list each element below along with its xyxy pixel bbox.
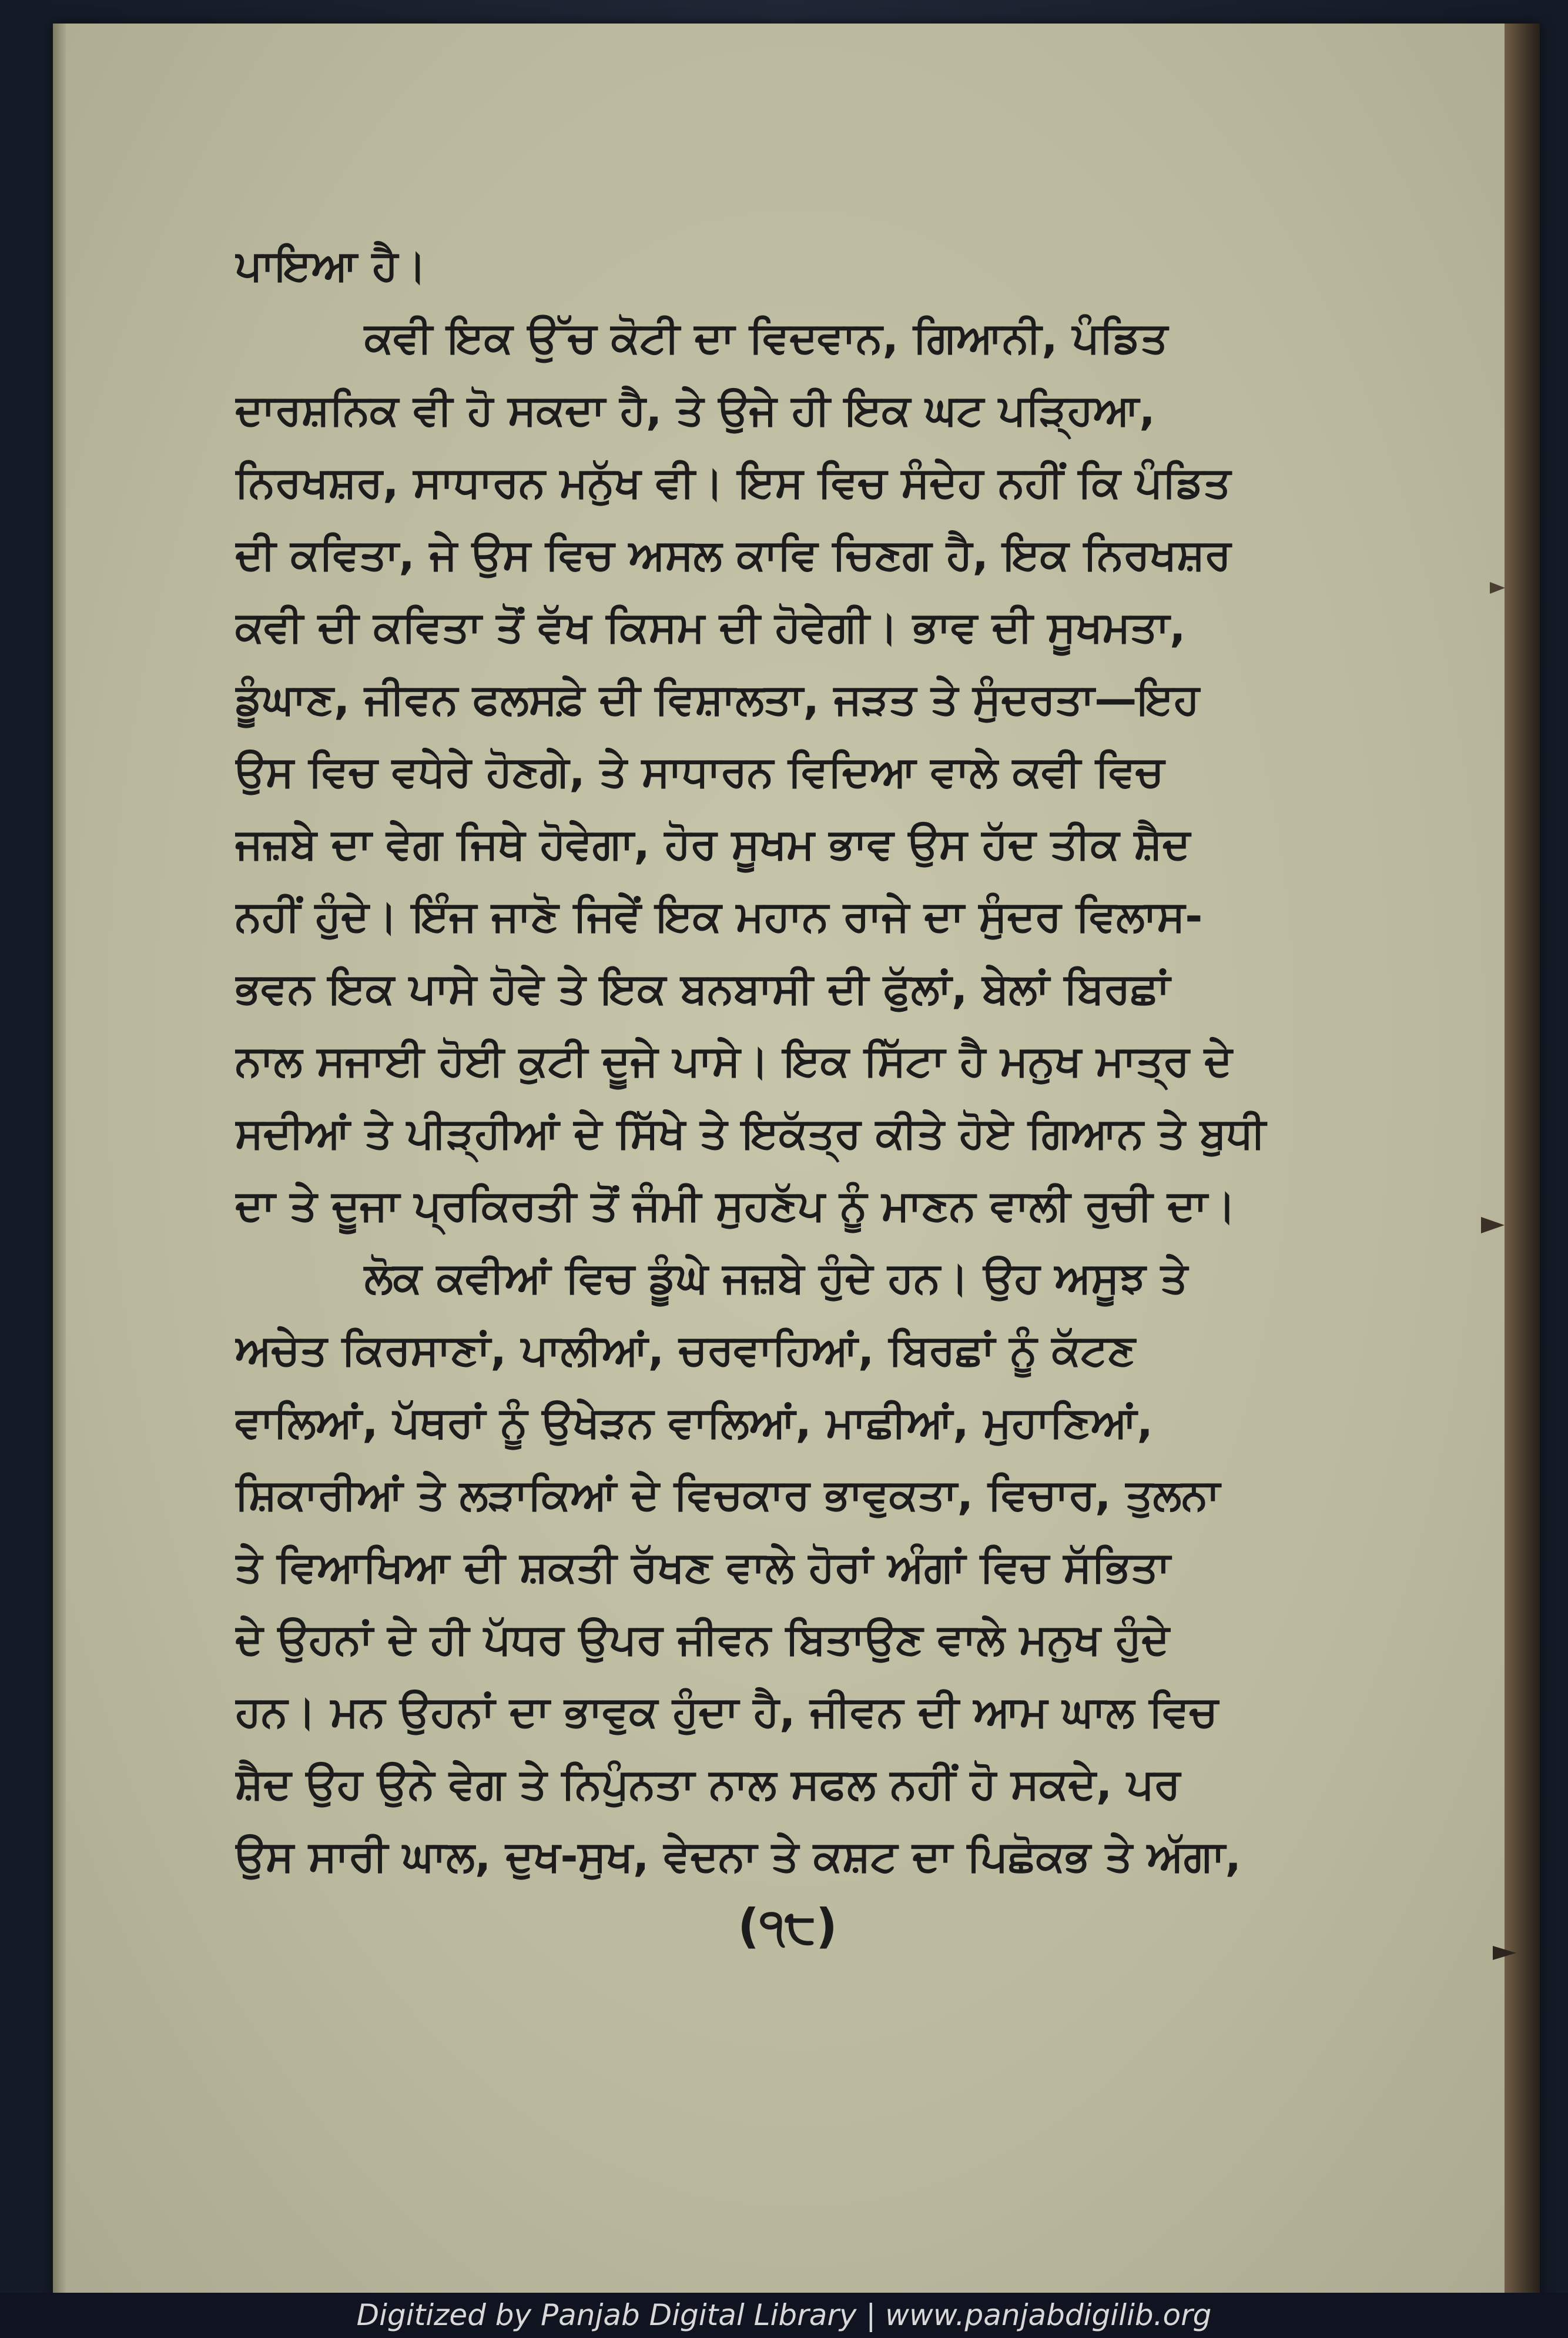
page-number: (੧੮) xyxy=(738,1899,837,1954)
text-line: ਸਦੀਆਂ ਤੇ ਪੀੜ੍ਹੀਆਂ ਦੇ ਸਿੱਖੇ ਤੇ ਇਕੱਤ੍ਰ ਕੀਤੇ ਹੋਏ ਗਿਆਨ ਤੇ ਬੁਧੀ xyxy=(235,1108,1266,1158)
text-line: ਕਵੀ ਇਕ ਉੱਚ ਕੋਟੀ ਦਾ ਵਿਦਵਾਨ, ਗਿਆਨੀ, ਪੰਡਿਤ xyxy=(364,313,1168,362)
text-line: ਜਜ਼ਬੇ ਦਾ ਵੇਗ ਜਿਥੇ ਹੋਵੇਗਾ, ਹੋਰ ਸੂਖਮ ਭਾਵ ਉਸ ਹੱਦ ਤੀਕ ਸ਼ੈਦ xyxy=(235,819,1191,868)
text-line: ਨਾਲ ਸਜਾਈ ਹੋਈ ਕੁਟੀ ਦੂਜੇ ਪਾਸੇ। ਇਕ ਸਿੱਟਾ ਹੈ ਮਨੁਖ ਮਾਤ੍ਰ ਦੇ xyxy=(235,1036,1232,1085)
text-line: ਲੋਕ ਕਵੀਆਂ ਵਿਚ ਡੂੰਘੇ ਜਜ਼ਬੇ ਹੁੰਦੇ ਹਨ। ਉਹ ਅਸੂਝ ਤੇ xyxy=(364,1253,1188,1302)
page-tab-marker xyxy=(1490,582,1505,594)
text-line: ਦਾਰਸ਼ਨਿਕ ਵੀ ਹੋ ਸਕਦਾ ਹੈ, ਤੇ ਉਜੇ ਹੀ ਇਕ ਘਟ ਪੜ੍ਹਿਆ, xyxy=(235,385,1155,434)
page-tab-marker xyxy=(1481,1217,1505,1233)
text-line: ਉਸ ਵਿਚ ਵਧੇਰੇ ਹੋਣਗੇ, ਤੇ ਸਾਧਾਰਨ ਵਿਦਿਆ ਵਾਲੇ ਕਵੀ ਵਿਚ xyxy=(235,747,1164,796)
text-line: ਦਾ ਤੇ ਦੂਜਾ ਪ੍ਰਕਿਰਤੀ ਤੋਂ ਜੰਮੀ ਸੁਹਣੱਪ ਨੂੰ ਮਾਣਨ ਵਾਲੀ ਰੁਚੀ ਦਾ। xyxy=(235,1180,1236,1230)
text-line: ਭਵਨ ਇਕ ਪਾਸੇ ਹੋਵੇ ਤੇ ਇਕ ਬਨਬਾਸੀ ਦੀ ਫੁੱਲਾਂ, ਬੇਲਾਂ ਬਿਰਛਾਂ xyxy=(235,964,1170,1013)
text-line: ਡੂੰਘਾਣ, ਜੀਵਨ ਫਲਸਫ਼ੇ ਦੀ ਵਿਸ਼ਾਲਤਾ, ਜੜਤ ਤੇ ਸੁੰਦਰਤਾ—ਇਹ xyxy=(235,674,1200,724)
text-line: ਪਾਇਆ ਹੈ। xyxy=(235,240,427,290)
text-line: ਵਾਲਿਆਂ, ਪੱਥਰਾਂ ਨੂੰ ਉਖੇੜਨ ਵਾਲਿਆਂ, ਮਾਛੀਆਂ, ਮੁਹਾਣਿਆਂ, xyxy=(235,1397,1153,1447)
text-line: ਅਚੇਤ ਕਿਰਸਾਣਾਂ, ਪਾਲੀਆਂ, ਚਰਵਾਹਿਆਂ, ਬਿਰਛਾਂ ਨੂੰ ਕੱਟਣ xyxy=(235,1325,1135,1374)
text-line: ਨਿਰਖਸ਼ਰ, ਸਾਧਾਰਨ ਮਨੁੱਖ ਵੀ। ਇਸ ਵਿਚ ਸੰਦੇਹ ਨਹੀਂ ਕਿ ਪੰਡਿਤ xyxy=(235,457,1231,507)
text-line: ਸ਼ਿਕਾਰੀਆਂ ਤੇ ਲੜਾਕਿਆਂ ਦੇ ਵਿਚਕਾਰ ਭਾਵੁਕਤਾ, ਵਿਚਾਰ, ਤੁਲਨਾ xyxy=(235,1470,1220,1519)
page-edge xyxy=(53,24,66,2299)
text-line: ਸ਼ੈਦ ਉਹ ਉਨੇ ਵੇਗ ਤੇ ਨਿਪੁੰਨਤਾ ਨਾਲ ਸਫਲ ਨਹੀਂ ਹੋ ਸਕਦੇ, ਪਰ xyxy=(235,1759,1181,1808)
text-line: ਕਵੀ ਦੀ ਕਵਿਤਾ ਤੋਂ ਵੱਖ ਕਿਸਮ ਦੀ ਹੋਵੇਗੀ। ਭਾਵ ਦੀ ਸੂਖਮਤਾ, xyxy=(235,602,1186,651)
text-line: ਦੇ ਉਹਨਾਂ ਦੇ ਹੀ ਪੱਧਰ ਉਪਰ ਜੀਵਨ ਬਿਤਾਉਣ ਵਾਲੇ ਮਨੁਖ ਹੁੰਦੇ xyxy=(235,1614,1170,1664)
page-tab-marker xyxy=(1493,1946,1516,1960)
text-line: ਤੇ ਵਿਆਖਿਆ ਦੀ ਸ਼ਕਤੀ ਰੱਖਣ ਵਾਲੇ ਹੋਰਾਂ ਅੰਗਾਂ ਵਿਚ ਸੱਭਿਤਾ xyxy=(235,1542,1171,1591)
body-text xyxy=(235,229,1410,1892)
digitization-footer: Digitized by Panjab Digital Library | www.panjabdigilib.org xyxy=(0,2293,1568,2338)
text-line: ਦੀ ਕਵਿਤਾ, ਜੇ ਉਸ ਵਿਚ ਅਸਲ ਕਾਵਿ ਚਿਣਗ ਹੈ, ਇਕ ਨਿਰਖਸ਼ਰ xyxy=(235,530,1231,579)
text-line: ਉਸ ਸਾਰੀ ਘਾਲ, ਦੁਖ-ਸੁਖ, ਵੇਦਨਾ ਤੇ ਕਸ਼ਟ ਦਾ ਪਿਛੋਕਭ ਤੇ ਅੱਗਾ, xyxy=(235,1831,1241,1881)
text-line: ਹਨ। ਮਨ ਉਹਨਾਂ ਦਾ ਭਾਵੁਕ ਹੁੰਦਾ ਹੈ, ਜੀਵਨ ਦੀ ਆਮ ਘਾਲ ਵਿਚ xyxy=(235,1687,1218,1736)
text-line: ਨਹੀਂ ਹੁੰਦੇ। ਇੰਜ ਜਾਣੋ ਜਿਵੇਂ ਇਕ ਮਹਾਨ ਰਾਜੇ ਦਾ ਸੁੰਦਰ ਵਿਲਾਸ- xyxy=(235,891,1203,941)
